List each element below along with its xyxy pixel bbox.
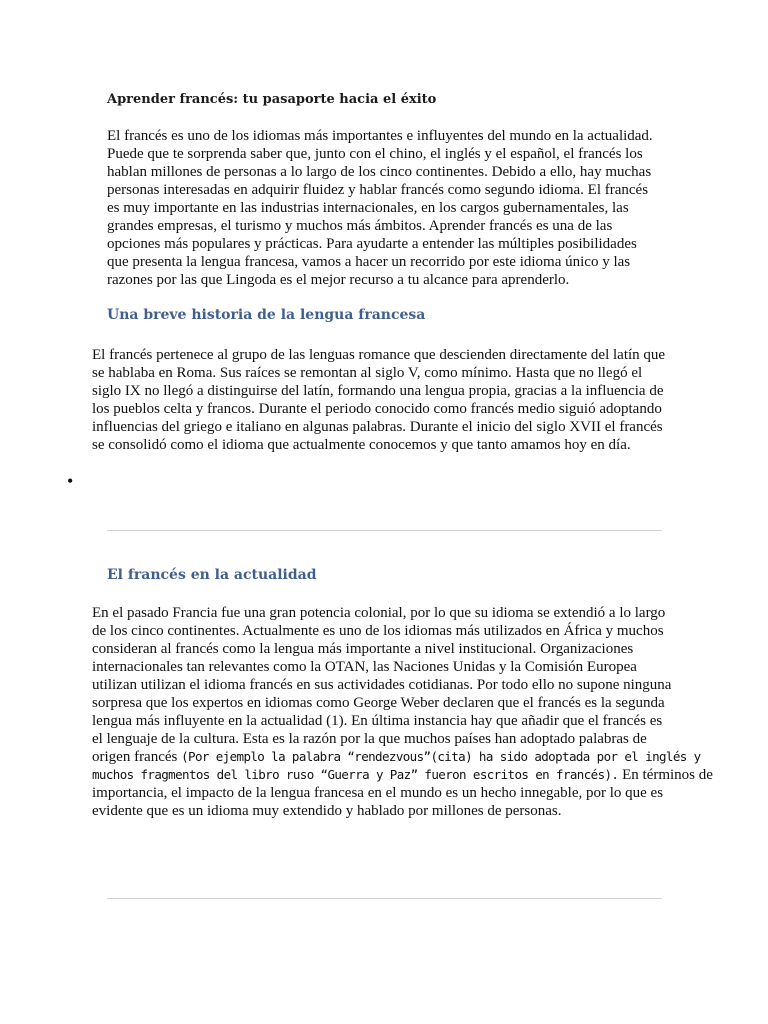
serif-segment: En términos de [618, 767, 713, 783]
paragraph-line: se consolidó como el idioma que actualmente conocemos y que tanto amamos hoy en día. [92, 437, 631, 453]
paragraph-line: es muy importante en las industrias internacionales, en los cargos gubernamentales, las [107, 200, 629, 216]
example-segment: (Por ejemplo la palabra “rendezvous”(cita) ha sido adoptada por el inglés y [181, 749, 701, 764]
paragraph-line: razones por las que Lingoda es el mejor recurso a tu alcance para aprenderlo. [107, 272, 570, 288]
paragraph-line: sorpresa que los expertos en idiomas como George Weber declaren que el francés es la segunda [92, 695, 665, 711]
paragraph-line: utilizan utilizan el idioma francés en sus actividades cotidianas. Por todo ello no supone ninguna [92, 677, 672, 693]
horizontal-divider [107, 898, 662, 899]
paragraph-line: El francés es uno de los idiomas más importantes e influyentes del mundo en la actualidad. [107, 128, 653, 144]
list-bullet: • [67, 471, 74, 491]
paragraph-line: se hablaba en Roma. Sus raíces se remontan al siglo V, como mínimo. Hasta que no llegó el [92, 365, 643, 381]
paragraph-line: Puede que te sorprenda saber que, junto con el chino, el inglés y el español, el francés los [107, 146, 643, 162]
paragraph-line: opciones más populares y prácticas. Para ayudarte a entender las múltiples posibilidades [107, 236, 637, 252]
paragraph-line: personas interesadas en adquirir fluidez y hablar francés como segundo idioma. El francés [107, 182, 649, 198]
article-title: Aprender francés: tu pasaporte hacia el éxito [107, 92, 437, 107]
paragraph-line: que presenta la lengua francesa, vamos a hacer un recorrido por este idioma único y las [107, 254, 631, 270]
paragraph-line: el lenguaje de la cultura. Esta es la razón por la que muchos países han adoptado palabras de [92, 731, 647, 747]
paragraph-line: evidente que es un idioma muy extendido y hablado por millones de personas. [92, 803, 562, 819]
paragraph-line: influencias del griego e italiano en algunas palabras. Durante el inicio del siglo XVII el francés [92, 419, 663, 435]
paragraph-line [92, 748, 713, 766]
paragraph-line: lengua más influyente en la actualidad (1). En última instancia hay que añadir que el francés es [92, 713, 663, 729]
history-heading: Una breve historia de la lengua francesa [107, 307, 426, 323]
paragraph-line: los pueblos celta y francos. Durante el periodo conocido como francés medio siguió adoptando [92, 401, 662, 417]
example-segment: muchos fragmentos del libro ruso “Guerra y Paz” fueron escritos en francés). [92, 767, 619, 782]
paragraph-line: hablan millones de personas a lo largo de los cinco continentes. Debido a ello, hay muchas [107, 164, 652, 180]
paragraph-line: internacionales tan relevantes como la OTAN, las Naciones Unidas y la Comisión Europea [92, 659, 637, 675]
serif-segment: origen francés [92, 749, 182, 765]
paragraph-line: siglo IX no llegó a distinguirse del latín, formando una lengua propia, gracias a la influencia de [92, 383, 664, 399]
paragraph-line: consideran al francés como la lengua más importante a nivel institucional. Organizaciones [92, 641, 634, 657]
paragraph-line [92, 766, 713, 784]
intro-paragraph [107, 127, 653, 289]
paragraph-line: En el pasado Francia fue una gran potencia colonial, por lo que su idioma se extendió a lo largo [92, 605, 666, 621]
paragraph-line: importancia, el impacto de la lengua francesa en el mundo es un hecho innegable, por lo que es [92, 785, 664, 801]
horizontal-divider [107, 530, 662, 531]
paragraph-line: El francés pertenece al grupo de las lenguas romance que descienden directamente del latín que [92, 347, 666, 363]
paragraph-line: grandes empresas, el turismo y muchos más ámbitos. Aprender francés es una de las [107, 218, 613, 234]
current-heading: El francés en la actualidad [107, 567, 317, 583]
paragraph-line: de los cinco continentes. Actualmente es uno de los idiomas más utilizados en África y muchos [92, 623, 664, 639]
history-paragraph [92, 346, 665, 454]
current-paragraph [92, 604, 713, 820]
